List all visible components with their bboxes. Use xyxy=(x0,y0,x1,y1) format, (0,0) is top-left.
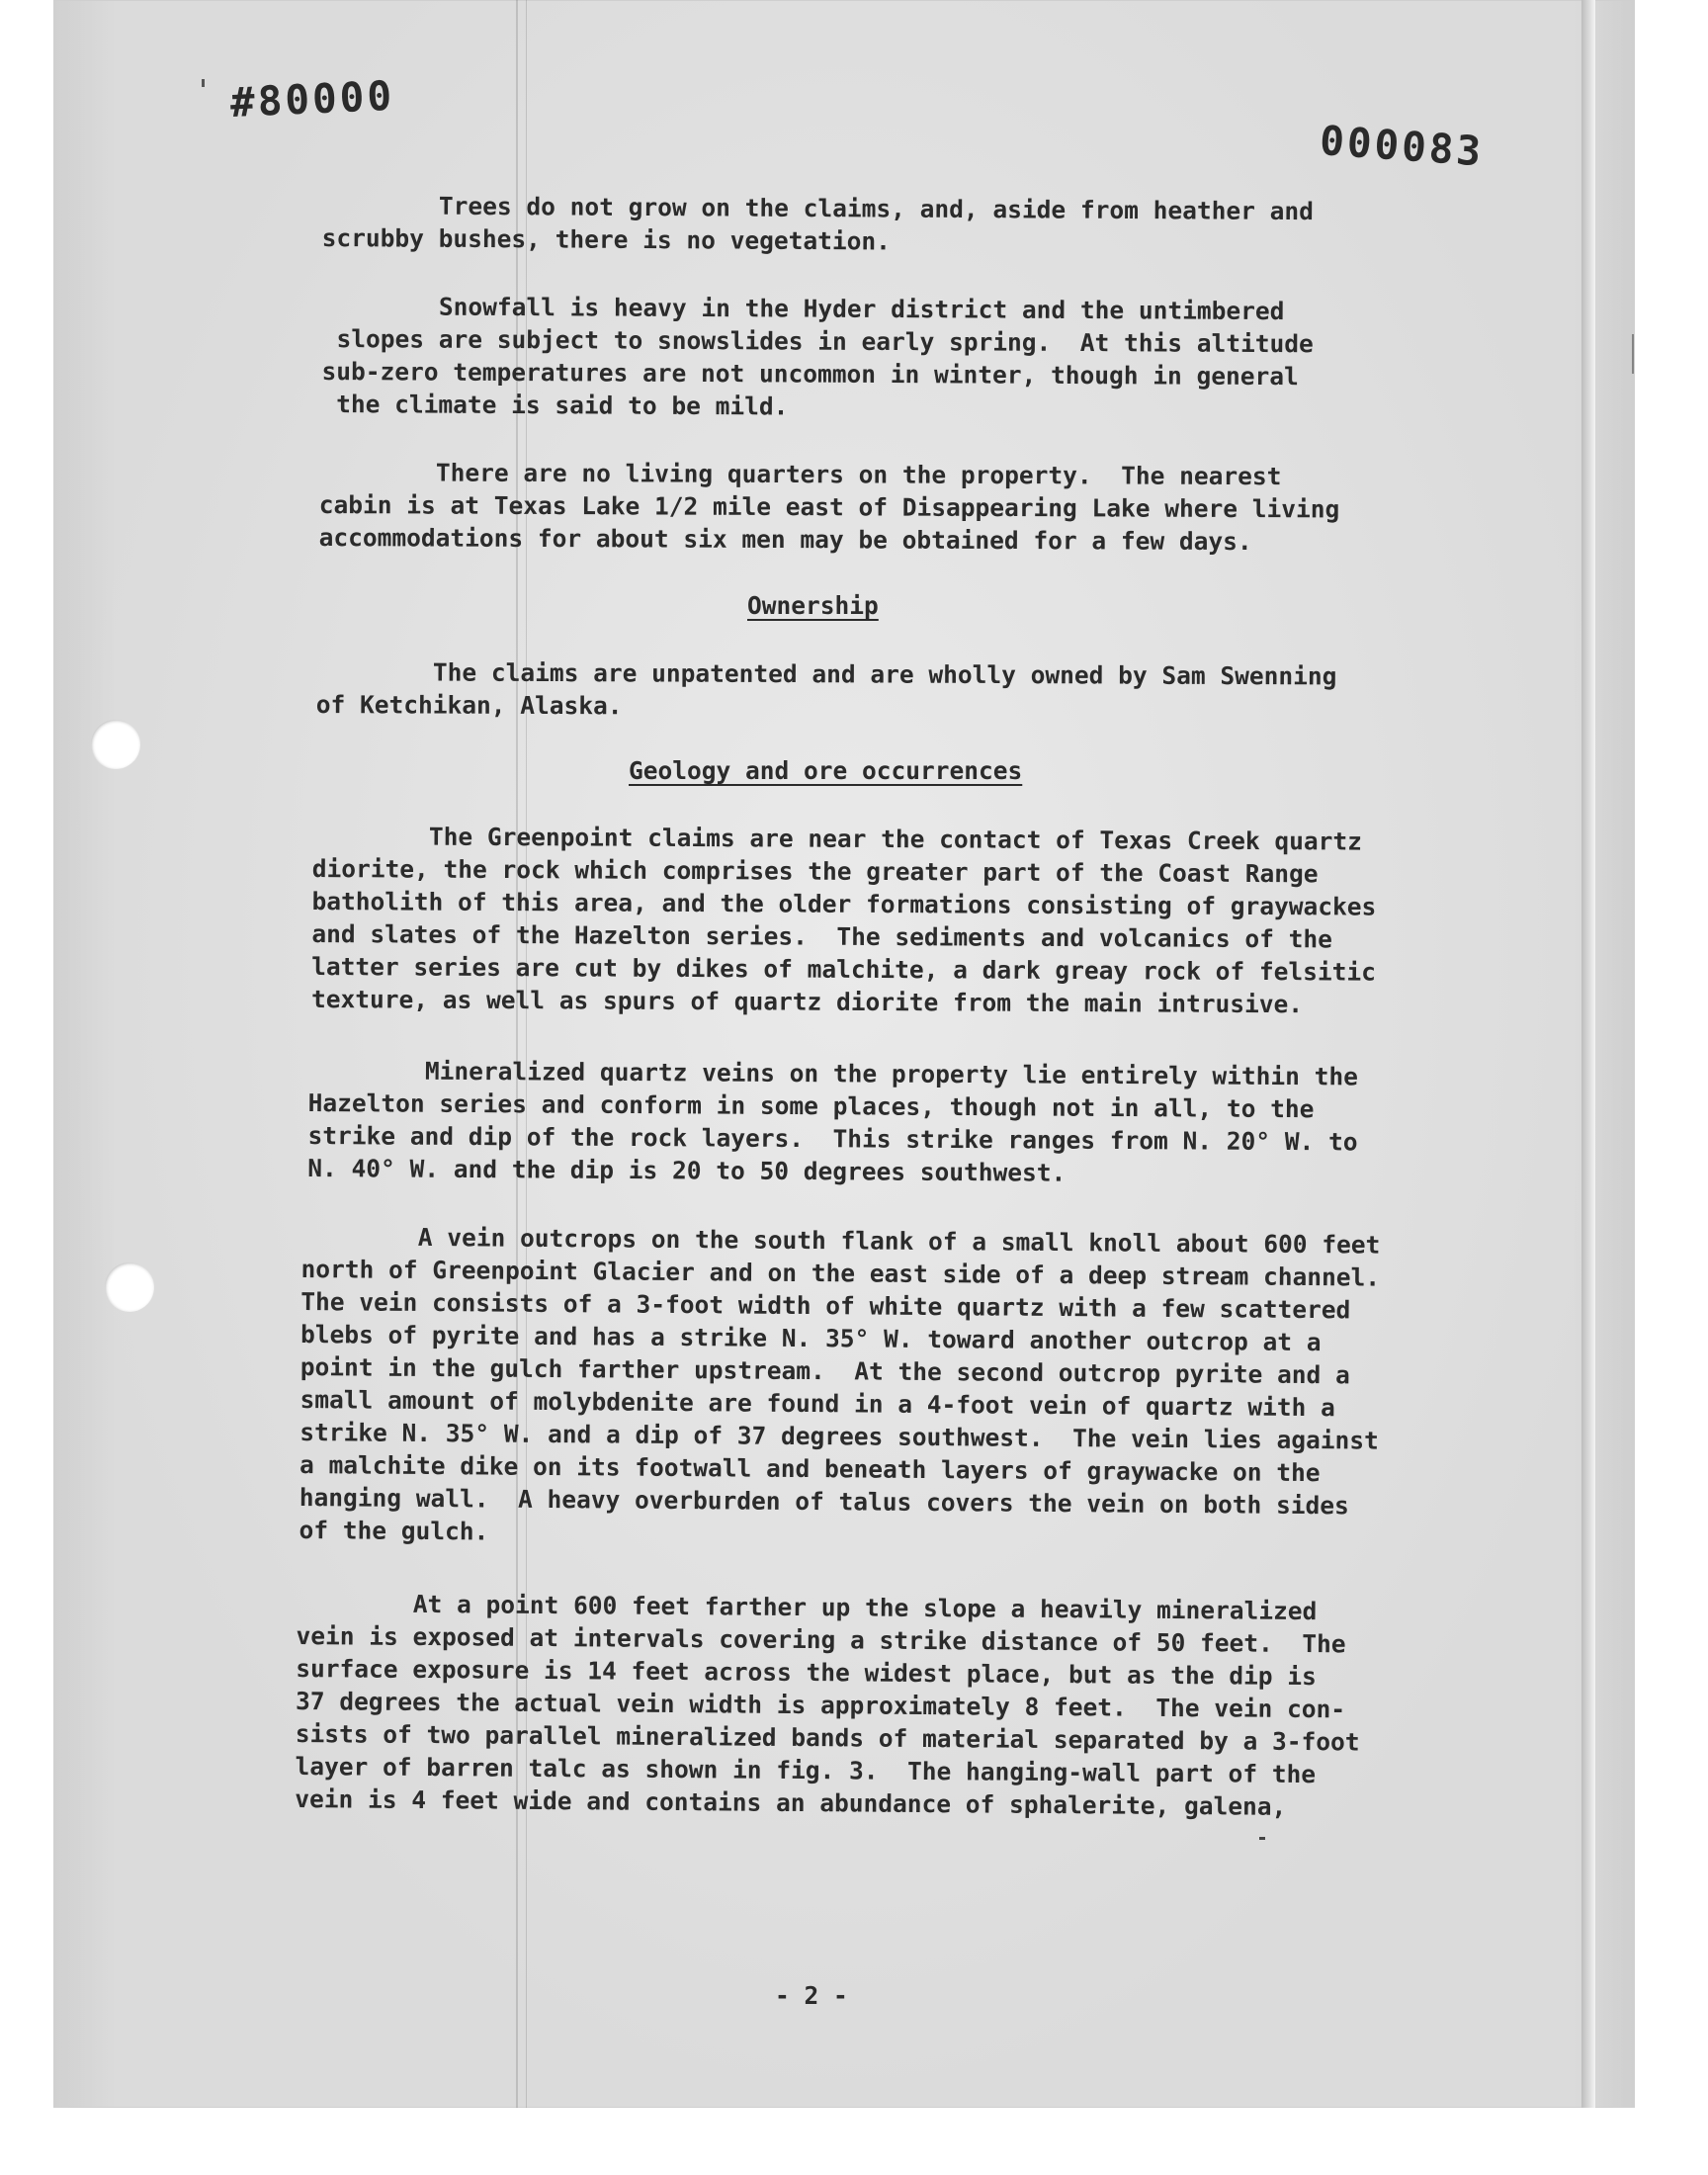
section-heading-geology: Geology and ore occurrences xyxy=(629,756,1023,785)
paragraph-mineralized-veins: Mineralized quartz veins on the property lie entirely within the Hazelton series and conform in some places, though not in all, to the strike and dip of the rock layers. This strike ranges from N. 20° W. to N. 40° W. and the dip is 20 to 50 degrees southwest. xyxy=(307,1056,1358,1187)
section-heading-ownership: Ownership xyxy=(747,591,879,620)
paragraph-ownership: The claims are unpatented and are wholly owned by Sam Swenning of Ketchikan, Alaska. xyxy=(315,657,1337,721)
paragraph-vein-outcrop: A vein outcrops on the south flank of a small knoll about 600 feet north of Greenpoint Glacier and on the east side of a deep stream channel. The vein consists of a 3-foot width of white quartz with a few scattered blebs of pyrite and has a strike N. 35° W. toward another outcrop at a point in the gulch farther upstream. At the second outcrop pyrite and a small amount of molybdenite are found in a 4-foot vein of quartz with a strike N. 35° W. and a dip of 37 degrees southwest. The vein lies against a malchite dike on its footwall and beneath layers of graywacke on the hanging wall. A heavy overburden of talus covers the vein on both sides of the gulch. xyxy=(299,1221,1381,1546)
paragraph-climate: Snowfall is heavy in the Hyder district and the untimbered slopes are subject to snowslides in early spring. At this altitude sub-zero temperatures are not uncommon in winter, though in general the climate is said to be mild. xyxy=(321,291,1314,421)
paragraph-geology-contact: The Greenpoint claims are near the contact of Texas Creek quartz diorite, the rock which comprises the greater part of the Coast Range batholith of this area, and the older formations consisting of graywackes and slates of the Hazelton series. The sediments and volcanics of the latter series are cut by dikes of malchite, a dark greay rock of felsitic texture, as well as spurs of quartz diorite from the main intrusive. xyxy=(310,822,1377,1019)
paragraph-living-quarters: There are no living quarters on the property. The nearest cabin is at Texas Lake 1/2 mile east of Disappearing Lake where living accommodations for about six men may be obtained for a few days. xyxy=(318,457,1340,557)
scan-background xyxy=(0,2108,1708,2175)
document-number-stamp: #80000 xyxy=(229,71,396,127)
scan-speck xyxy=(1259,1837,1265,1840)
page-number: - 2 - xyxy=(775,1981,848,2010)
paragraph-upper-vein: At a point 600 feet farther up the slope a heavily mineralized vein is exposed at intervals covering a strike distance of 50 feet. The surface exposure is 14 feet across the widest place, but as the dip is 37 degrees the actual vein width is approximately 8 feet. The vein con- sists of two parallel mineralized bands of material separated by a 3-foot layer of barren talc as shown in fig. 3. The hanging-wall part of the vein is 4 feet wide and contains an abundance of sphalerite, galena, xyxy=(295,1588,1360,1821)
paragraph-vegetation: Trees do not grow on the claims, and, aside from heather and scrubby bushes, there is no vegetation. xyxy=(321,190,1315,256)
page-sequence-stamp: 000083 xyxy=(1318,117,1486,176)
